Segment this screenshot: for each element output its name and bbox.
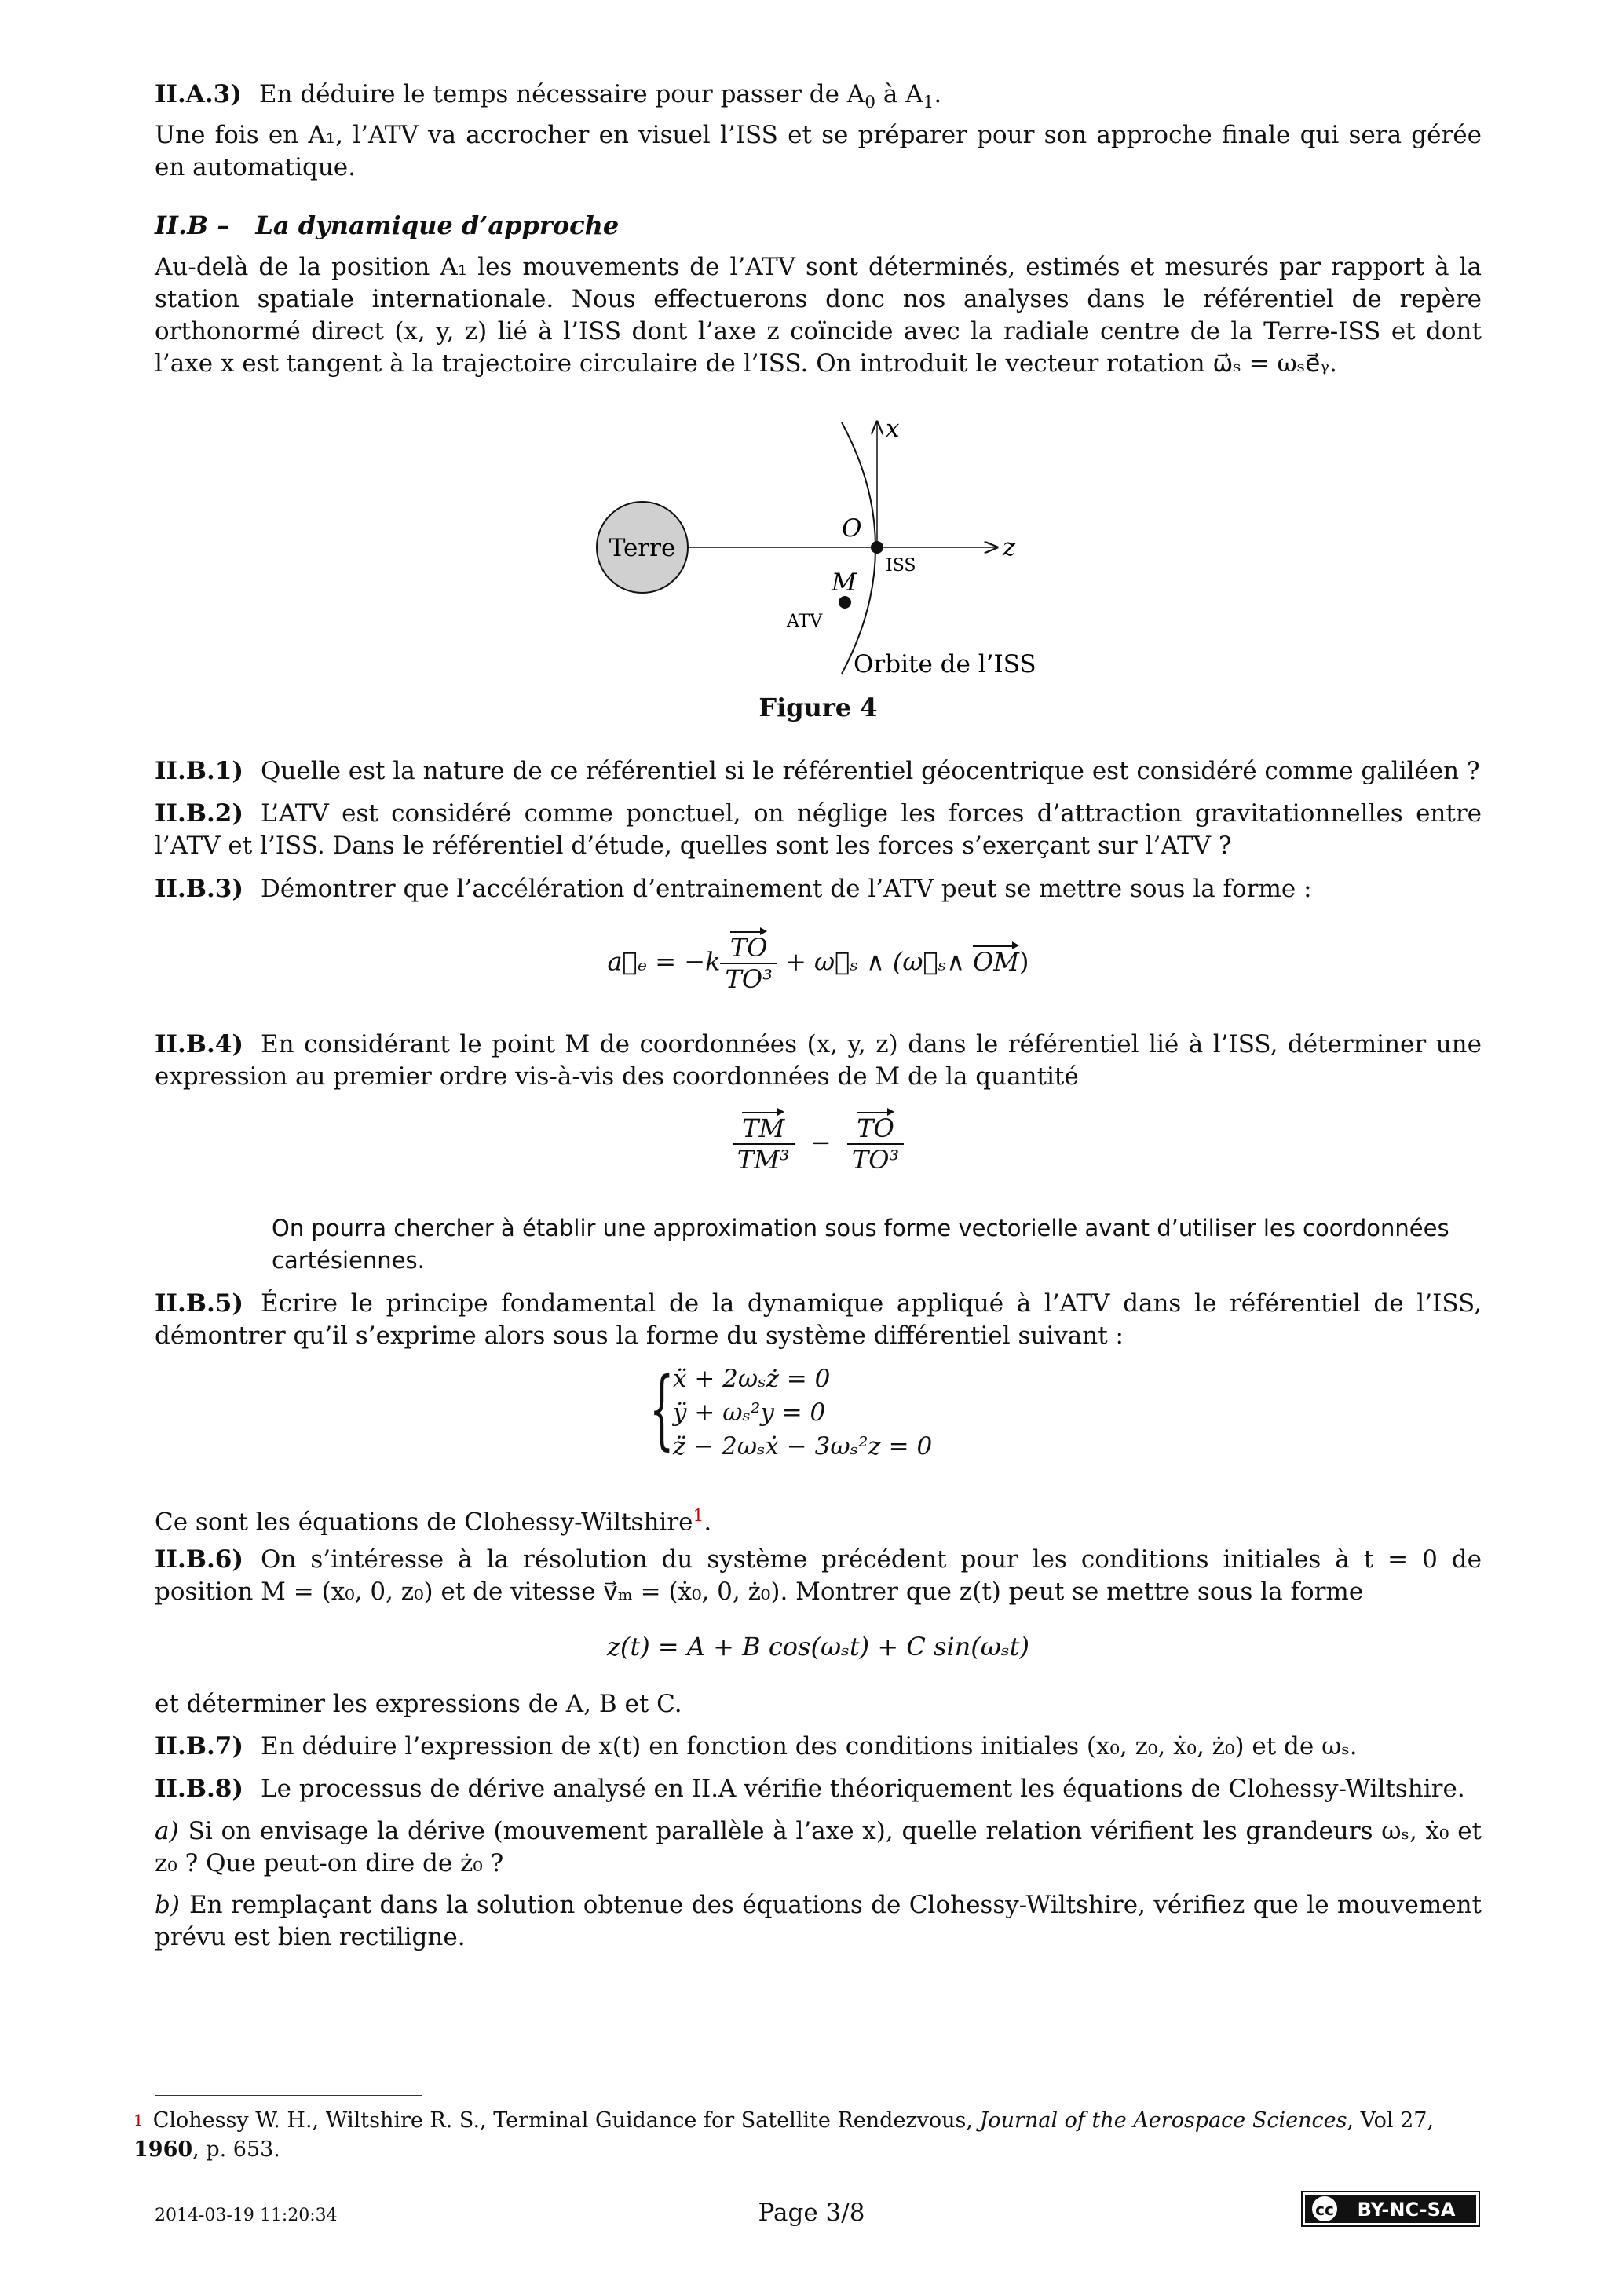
origin-label: O: [842, 514, 862, 543]
denominator: TM³: [737, 1145, 790, 1175]
question-IIB7: [155, 1731, 1482, 1763]
denominator: TO³: [851, 1145, 900, 1175]
question-label: II.A.3): [155, 80, 242, 108]
question-text: Démontrer que l’accélération d’entrainement de l’ATV peut se mettre sous la forme :: [261, 875, 1312, 903]
iss-label: ISS: [886, 556, 916, 576]
paragraph-intro: Au-delà de la position A₁ les mouvements de l’ATV sont déterminés, estimés et mesurés par rapport à la station spatiale internationale. Nous effectuerons donc nos analyses dans le référentiel de repère orthonormé direct (x, y, z) lié à l’ISS dont l’axe z coïncide avec la radiale centre de la Terre-ISS et dont l’axe x est tangent à la trajectoire circulaire de l’ISS. On introduit le vecteur rotation ω⃗ₛ = ωₛe⃗ᵧ.: [155, 253, 1482, 378]
fraction-to: [847, 1113, 904, 1175]
subscript: 1: [923, 93, 934, 113]
license-text: BY-NC-SA: [1357, 2199, 1456, 2221]
fraction: [720, 933, 777, 994]
system-eq-3: z̈ − 2ωₛẋ − 3ωₛ²z = 0: [673, 1432, 933, 1461]
z-axis-label: z: [1003, 533, 1016, 561]
vector-to: TO: [857, 1113, 894, 1143]
question-text-mid: à A: [875, 80, 923, 108]
footnote-end: , p. 653.: [192, 2137, 280, 2162]
x-axis-label: x: [886, 415, 900, 443]
question-text: Écrire le principe fondamental de la dynamique appliqué à l’ATV dans le référentiel de l’ISS, démontrer qu’il s’exprime alors sous la forme du système différentiel suivant :: [155, 1289, 1482, 1350]
question-text: En considérant le point M de coordonnées (x, y, z) dans le référentiel lié à l’ISS, déterminer une expression au premier ordre vis-à-vis des coordonnées de M de la quantité: [155, 1030, 1482, 1091]
question-label: II.B.7): [155, 1732, 244, 1760]
question-IIB6: [155, 1544, 1482, 1608]
footnote-ref[interactable]: 1: [693, 1506, 704, 1526]
equation-difference: [155, 1113, 1482, 1175]
subquestion-text: En remplaçant dans la solution obtenue des équations de Clohessy-Wiltshire, vérifiez que le mouvement prévu est bien rectiligne.: [155, 1891, 1482, 1951]
question-label: II.B.3): [155, 875, 244, 903]
atv-label: ATV: [787, 612, 823, 631]
question-label: II.B.5): [155, 1289, 244, 1318]
page-number: Page 3/8: [758, 2199, 865, 2227]
system-brace: {: [649, 1358, 674, 1459]
question-IIB2: [155, 798, 1482, 862]
vector-tm: TM: [742, 1113, 785, 1143]
subquestion-label: a): [155, 1817, 179, 1845]
equation-lhs: a⃗ₑ = −k: [607, 946, 721, 977]
question-IIB5: [155, 1288, 1482, 1352]
vector-om: OM: [973, 946, 1020, 977]
system-eq-2: ÿ + ωₛ²y = 0: [673, 1398, 826, 1427]
differential-system: [649, 1358, 933, 1464]
section-title: La dynamique d’approche: [255, 210, 620, 240]
question-label: II.B.2): [155, 799, 244, 828]
denominator: TO³: [725, 964, 773, 994]
iss-orbit: [842, 422, 875, 674]
equation-rhs: + ω⃗ₛ ∧ (ω⃗ₛ∧: [785, 946, 965, 977]
question-text: Le processus de dérive analysé en II.A vérifie théoriquement les équations de Clohessy-Wiltshire.: [261, 1775, 1465, 1803]
fraction-tm: [733, 1113, 795, 1175]
equation-acceleration: [155, 933, 1482, 994]
cc-icon-text: cc: [1315, 2200, 1334, 2219]
system-rows: [673, 1362, 932, 1464]
question-text: Quelle est la nature de ce référentiel si le référentiel géocentrique est considéré comme galiléen ?: [261, 757, 1480, 785]
equation-z: z(t) = A + B cos(ωₛt) + C sin(ωₛt): [607, 1632, 1029, 1662]
atv-point: [839, 596, 851, 609]
equation-close: ): [1019, 946, 1029, 977]
cw-text: Ce sont les équations de Clohessy-Wiltshire: [155, 1508, 693, 1537]
footnote-journal: Journal of the Aerospace Sciences: [979, 2108, 1347, 2133]
point-m-label: M: [832, 569, 857, 597]
subscript: 0: [865, 93, 875, 113]
question-label: II.B.8): [155, 1775, 244, 1803]
subquestion-label: b): [155, 1891, 180, 1919]
paragraph-cw: [155, 1500, 1482, 1538]
footnote-year: 1960: [133, 2137, 193, 2162]
question-label: II.B.6): [155, 1545, 244, 1574]
hint-IIB4: On pourra chercher à établir une approximation sous forme vectorielle avant d’utiliser les coordonnées cartésiennes.: [272, 1215, 1449, 1274]
footnote-mark: 1: [133, 2111, 144, 2130]
section-number: II.B –: [155, 210, 230, 240]
figure-caption: Figure 4: [758, 693, 878, 722]
question-text: En déduire l’expression de x(t) en fonction des conditions initiales (x₀, z₀, ẋ₀, ż₀) et de ωₛ.: [261, 1732, 1358, 1760]
vector-to: TO: [729, 933, 768, 963]
question-a: [155, 1815, 1482, 1880]
footnote-text: Clohessy W. H., Wiltshire R. S., Terminal Guidance for Satellite Rendezvous,: [152, 2108, 973, 2133]
earth-label: Terre: [609, 534, 676, 562]
question-text: On s’intéresse à la résolution du système précédent pour les conditions initiales à t = 0 de position M = (x₀, 0, z₀) et de vitesse v⃗ₘ = (ẋ₀, 0, ż₀). Montrer que z(t) peut se mettre sous la forme: [155, 1545, 1482, 1606]
question-text: En déduire le temps nécessaire pour passer de A: [258, 80, 865, 108]
question-text-end: .: [934, 80, 942, 108]
question-IIB3: [155, 873, 1482, 905]
question-label: II.B.1): [155, 757, 244, 785]
subquestion-text: Si on envisage la dérive (mouvement parallèle à l’axe x), quelle relation vérifient les grandeurs ωₛ, ẋ₀ et z₀ ? Que peut-on dire de ż₀ ?: [155, 1817, 1482, 1877]
orbit-label: Orbite de l’ISS: [854, 650, 1036, 678]
footnote-mid: , Vol 27,: [1347, 2108, 1435, 2133]
footnote: [133, 2106, 1482, 2164]
system-eq-1: ẍ + 2ωₛż = 0: [673, 1365, 831, 1393]
cw-end: .: [704, 1508, 712, 1537]
question-IIB8: [155, 1773, 1482, 1805]
paragraph-ABC: et déterminer les expressions de A, B et C.: [155, 1690, 682, 1718]
question-IIB1: [155, 755, 1482, 788]
question-IIB4: [155, 1029, 1482, 1093]
numerator: [720, 933, 777, 964]
question-b: [155, 1889, 1482, 1954]
minus-sign: −: [810, 1127, 832, 1157]
footnote-separator: [155, 2095, 422, 2096]
timestamp: 2014-03-19 11:20:34: [155, 2206, 338, 2225]
question-label: II.B.4): [155, 1030, 244, 1058]
iss-point: [871, 541, 883, 554]
paragraph-A1: Une fois en A₁, l’ATV va accrocher en visuel l’ISS et se préparer pour son approche finale qui sera gérée en automatique.: [155, 121, 1482, 181]
numerator: [733, 1113, 795, 1145]
question-text: L’ATV est considéré comme ponctuel, on néglige les forces d’attraction gravitationnelles entre l’ATV et l’ISS. Dans le référentiel d’étude, quelles sont les forces s’exerçant sur l’ATV ?: [155, 799, 1482, 860]
license-badge[interactable]: [1301, 2191, 1480, 2227]
numerator: [847, 1113, 904, 1145]
